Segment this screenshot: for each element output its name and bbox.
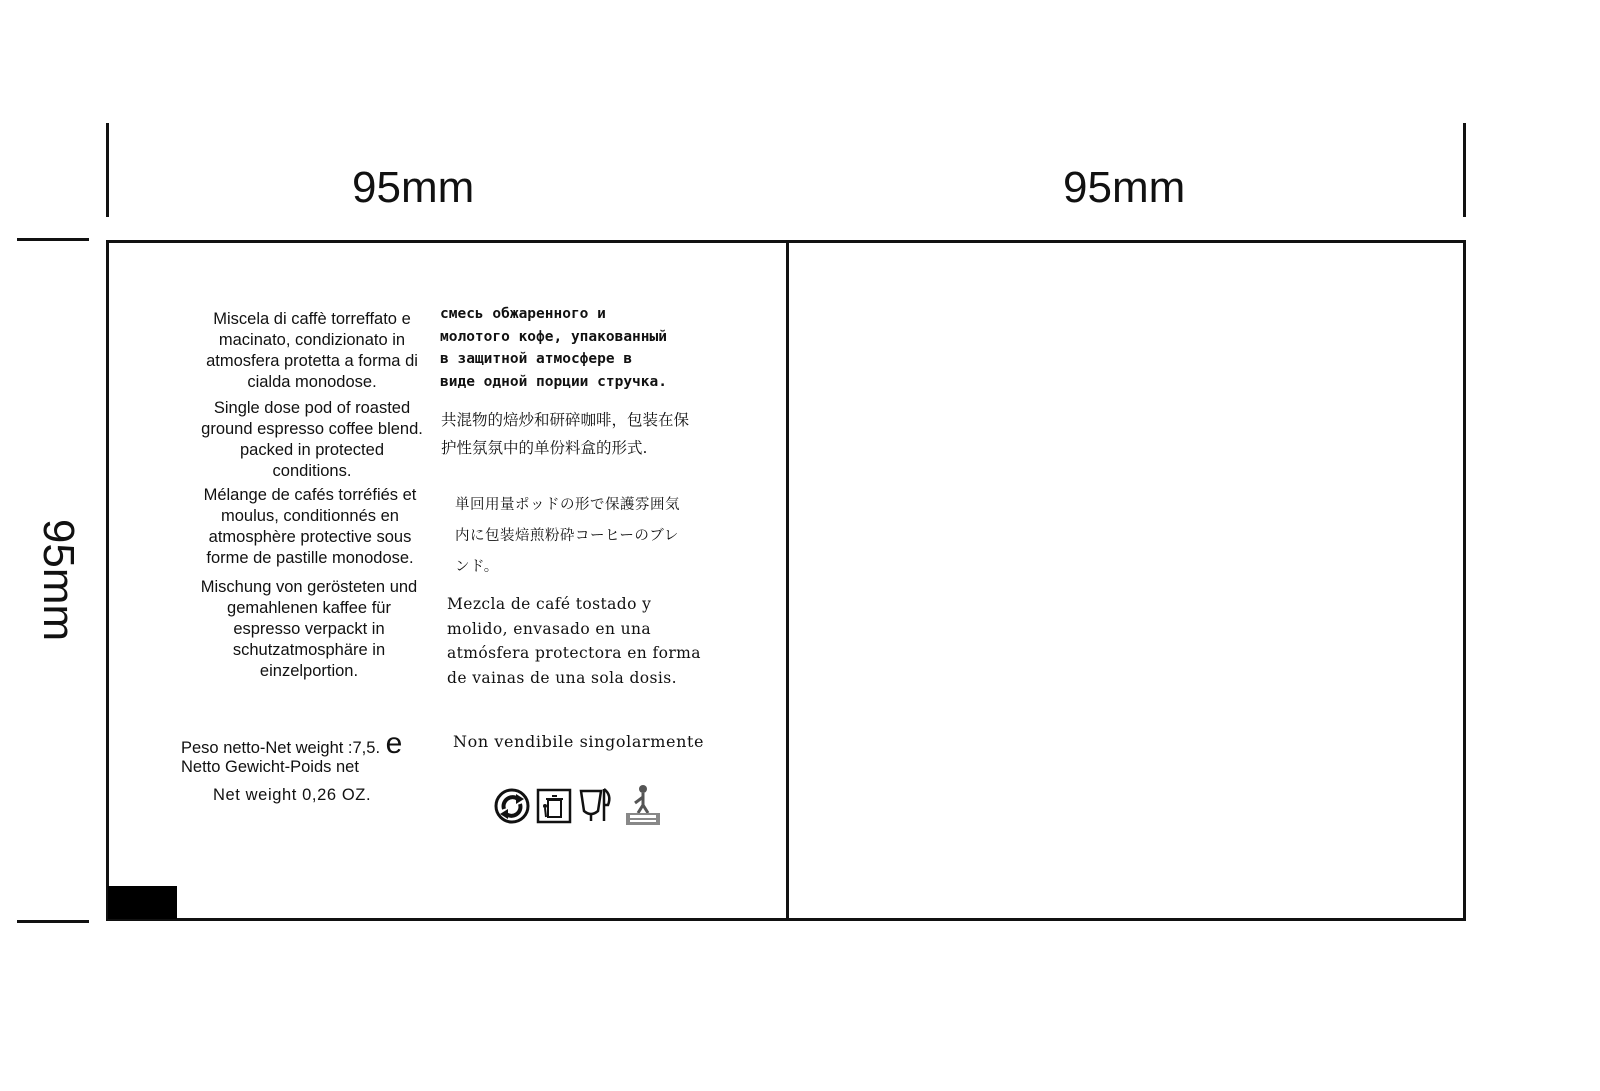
japanese-line-1: 単回用量ポッドの形で保護雰囲気 <box>455 497 680 513</box>
russian-line-3: в защитной атмосфере в <box>440 351 633 367</box>
spanish-line-2: molido, envasado en una <box>447 619 652 638</box>
chinese-line-1: 共混物的焙炒和研碎咖啡，包装在保 <box>441 411 690 429</box>
japanese-line-2: 内に包装焙煎粉砕コーヒーのブレ <box>455 528 679 544</box>
italian-description <box>180 309 444 393</box>
german-line-4: schutzatmosphäre in <box>232 641 386 659</box>
net-weight-line-2: Netto Gewicht-Poids net <box>181 758 359 776</box>
italian-line-4: cialda monodose. <box>247 373 377 391</box>
russian-line-4: виде одной порции стручка. <box>440 373 667 390</box>
chinese-description <box>441 406 721 462</box>
french-line-2: moulus, conditionnés en <box>221 507 399 525</box>
recycle-icon <box>494 787 530 825</box>
japanese-description <box>455 490 725 583</box>
left-top-dimension-tick <box>17 238 89 241</box>
italian-line-1: Miscela di caffè torreffato e <box>213 310 411 328</box>
english-line-1: Single dose pod of roasted <box>213 399 411 417</box>
spanish-description <box>447 592 737 690</box>
net-weight-line-1 <box>181 727 451 760</box>
spanish-line-4: de vainas de una sola dosis. <box>447 668 677 687</box>
english-line-2: ground espresso coffee blend. <box>201 420 423 438</box>
person-recycling-icon <box>622 783 664 827</box>
german-line-1: Mischung von gerösteten und <box>200 578 418 596</box>
chinese-line-2: 护性氛氛中的单份料盒的形式. <box>441 439 648 457</box>
net-weight-text: Peso netto-Net weight :7,5. <box>181 739 381 757</box>
french-line-4: forme de pastille monodose. <box>206 549 414 567</box>
french-description <box>180 485 440 569</box>
left-dimension-label: 95mm <box>34 518 83 642</box>
french-line-1: Mélange de cafés torréfiés et <box>203 486 417 504</box>
german-line-3: espresso verpackt in <box>233 620 385 638</box>
german-line-5: einzelportion. <box>259 662 359 680</box>
top-left-dimension-label: 95mm <box>352 163 475 212</box>
russian-line-2: молотого кофе, упакованный <box>440 328 667 345</box>
registration-mark <box>108 886 177 919</box>
italian-line-2: macinato, condizionato in <box>218 331 406 349</box>
italian-line-3: atmosfera protetta a forma di <box>206 352 418 370</box>
german-description <box>178 577 440 682</box>
russian-description <box>440 303 730 393</box>
top-right-dimension-tick <box>1463 123 1466 217</box>
top-left-dimension-tick <box>106 123 109 217</box>
japanese-line-3: ンド。 <box>455 559 499 575</box>
german-line-2: gemahlenen kaffee für <box>227 599 391 617</box>
food-safe-icon <box>578 785 614 823</box>
net-weight-block <box>181 727 451 778</box>
not-for-sale-notice: Non vendibile singolarmente <box>453 732 705 751</box>
russian-line-1: смесь обжаренного и <box>440 306 606 322</box>
french-line-3: atmosphère protective sous <box>208 528 412 546</box>
english-line-3: packed in protected <box>239 441 384 459</box>
left-bottom-dimension-tick <box>17 920 89 923</box>
back-panel <box>786 240 1466 921</box>
net-weight-oz: Net weight 0,26 OZ. <box>213 786 372 804</box>
spanish-line-1: Mezcla de café tostado y <box>447 595 652 613</box>
english-line-4: conditions. <box>272 462 352 480</box>
english-description <box>180 398 444 482</box>
top-right-dimension-label: 95mm <box>1063 163 1186 212</box>
estimated-sign-icon: e <box>385 727 403 760</box>
spanish-line-3: atmósfera protectora en forma <box>447 644 701 662</box>
trash-bin-icon <box>536 787 572 825</box>
